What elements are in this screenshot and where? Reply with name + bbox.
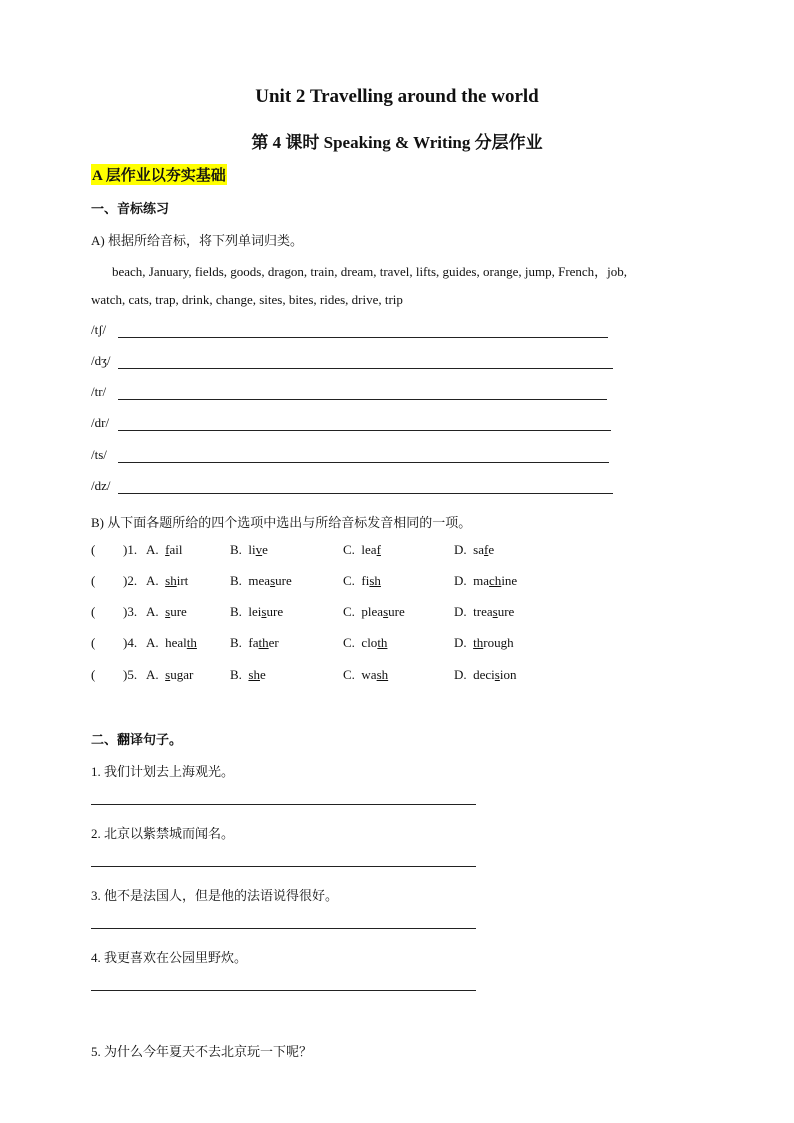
option-letter: A. — [146, 635, 159, 650]
question-number: )1. — [123, 542, 138, 557]
option-word-end: ure — [388, 604, 405, 619]
option-word-end: ine — [501, 573, 518, 588]
option[interactable] — [454, 667, 516, 683]
option-word-start: mea — [248, 573, 271, 588]
part-b-instruction: B) 从下面各题所给的四个选项中选出与所给音标发音相同的一项。 — [91, 515, 472, 530]
question-row — [0, 667, 794, 687]
translation-answer-line[interactable] — [91, 990, 476, 991]
option-word-start: fi — [361, 573, 370, 588]
option-word-start: heal — [165, 635, 187, 650]
question-row — [0, 635, 794, 655]
option[interactable] — [146, 635, 197, 651]
option-letter: A. — [146, 542, 159, 557]
option[interactable] — [454, 635, 514, 651]
option-word-start: lea — [361, 542, 377, 557]
answer-paren[interactable]: ( — [91, 604, 96, 619]
option-letter: B. — [230, 604, 242, 619]
option[interactable] — [230, 667, 266, 683]
option[interactable] — [454, 542, 494, 558]
option-underlined-letters: ch — [489, 573, 502, 588]
option-word-start: lei — [248, 604, 262, 619]
option-word-start: deci — [473, 667, 495, 682]
option-word-start: plea — [361, 604, 384, 619]
option-letter: C. — [343, 667, 355, 682]
option[interactable] — [146, 573, 188, 589]
option-word-end: e — [259, 667, 266, 682]
word-list-line-1: beach, January, fields, goods, dragon, train, dream, travel, lifts, guides, orange, jump, French，job, — [112, 264, 628, 279]
part-a-instruction: A) 根据所给音标，将下列单词归类。 — [91, 233, 303, 248]
sound-label: /dʒ/ — [91, 353, 111, 368]
answer-paren[interactable]: ( — [91, 542, 96, 557]
option-underlined-letters: sh — [248, 667, 260, 682]
option[interactable] — [343, 542, 381, 558]
sound-label: /dz/ — [91, 478, 111, 493]
option-word-start: sa — [473, 542, 484, 557]
option[interactable] — [343, 573, 381, 589]
option-underlined-letters: s — [165, 667, 171, 682]
answer-paren[interactable]: ( — [91, 573, 96, 588]
answer-paren[interactable]: ( — [91, 667, 96, 682]
option[interactable] — [343, 667, 388, 683]
option-letter: C. — [343, 542, 355, 557]
option-letter: C. — [343, 635, 355, 650]
translation-prompt: 1. 我们计划去上海观光。 — [91, 764, 235, 779]
question-number: )2. — [123, 573, 138, 588]
option-underlined-letters: th — [377, 635, 388, 650]
option-underlined-letters: th — [258, 635, 269, 650]
answer-paren[interactable]: ( — [91, 635, 96, 650]
option-word-end: er — [268, 635, 279, 650]
section-1-heading: 一、音标练习 — [91, 201, 170, 216]
option[interactable] — [454, 604, 514, 620]
option-word-start: trea — [473, 604, 493, 619]
option-letter: A. — [146, 573, 159, 588]
option-word-start: li — [248, 542, 256, 557]
option-letter: D. — [454, 573, 467, 588]
level-a-label: A 层作业以夯实基础 — [91, 164, 227, 185]
option-letter: D. — [454, 542, 467, 557]
option-word-end: e — [262, 542, 268, 557]
translation-prompt: 3. 他不是法国人，但是他的法语说得很好。 — [91, 888, 339, 903]
option-word-end: ion — [499, 667, 517, 682]
sound-label: /ts/ — [91, 447, 107, 462]
sound-label: /tr/ — [91, 384, 107, 399]
option-underlined-letters: th — [186, 635, 197, 650]
question-row — [0, 604, 794, 624]
option[interactable] — [230, 573, 292, 589]
option-word-end: ure — [275, 573, 292, 588]
option-underlined-letters: f — [376, 542, 381, 557]
option-letter: D. — [454, 604, 467, 619]
option[interactable] — [230, 542, 268, 558]
option-letter: A. — [146, 604, 159, 619]
option[interactable] — [343, 604, 405, 620]
option-letter: D. — [454, 667, 467, 682]
option-letter: A. — [146, 667, 159, 682]
translation-answer-line[interactable] — [91, 804, 476, 805]
option-underlined-letters: s — [492, 604, 498, 619]
option-word-start: fa — [248, 635, 259, 650]
translation-prompt: 2. 北京以紫禁城而闻名。 — [91, 826, 235, 841]
sound-label: /dr/ — [91, 415, 110, 430]
answer-line[interactable] — [118, 430, 611, 431]
option-word-end: ure — [170, 604, 187, 619]
option[interactable] — [146, 604, 187, 620]
question-number: )3. — [123, 604, 138, 619]
option-letter: C. — [343, 604, 355, 619]
option-letter: B. — [230, 635, 242, 650]
option-underlined-letters: s — [270, 573, 276, 588]
page-subtitle: 第 4 课时 Speaking & Writing 分层作业 — [251, 133, 543, 152]
option-word-end: ure — [497, 604, 515, 619]
answer-line[interactable] — [118, 399, 607, 400]
option-word-end: ure — [266, 604, 284, 619]
option[interactable] — [230, 604, 283, 620]
option-word-end: ugar — [170, 667, 194, 682]
option-word-start: clo — [361, 635, 378, 650]
section-2-heading: 二、翻译句子。 — [91, 732, 183, 747]
translation-answer-line[interactable] — [91, 866, 476, 867]
sound-label: /tʃ/ — [91, 322, 107, 337]
option-underlined-letters: s — [261, 604, 267, 619]
translation-prompt: 4. 我更喜欢在公园里野炊。 — [91, 950, 248, 965]
question-row — [0, 573, 794, 593]
option-word-start: wa — [361, 667, 377, 682]
translation-answer-line[interactable] — [91, 928, 476, 929]
question-number: )4. — [123, 635, 138, 650]
option-letter: B. — [230, 573, 242, 588]
option-underlined-letters: sh — [165, 573, 177, 588]
option-word-end: ail — [169, 542, 183, 557]
option-underlined-letters: v — [255, 542, 263, 557]
option-letter: C. — [343, 573, 355, 588]
question-row — [0, 542, 794, 562]
option-underlined-letters: s — [165, 604, 171, 619]
option-word-end: rough — [483, 635, 514, 650]
option-underlined-letters: sh — [376, 667, 389, 682]
option[interactable] — [454, 573, 517, 589]
option[interactable] — [146, 667, 193, 683]
option-word-end: irt — [176, 573, 189, 588]
option[interactable] — [230, 635, 279, 651]
option[interactable] — [343, 635, 387, 651]
answer-line[interactable] — [118, 368, 613, 369]
option-underlined-letters: th — [473, 635, 484, 650]
option-letter: B. — [230, 542, 242, 557]
option[interactable] — [146, 542, 182, 558]
option-underlined-letters: s — [494, 667, 500, 682]
question-number: )5. — [123, 667, 138, 682]
translation-prompt: 5. 为什么今年夏天不去北京玩一下呢？ — [91, 1044, 313, 1059]
option-underlined-letters: f — [483, 542, 489, 557]
option-underlined-letters: f — [165, 542, 170, 557]
option-underlined-letters: s — [383, 604, 389, 619]
option-underlined-letters: sh — [369, 573, 381, 588]
option-letter: B. — [230, 667, 242, 682]
word-list-line-2: watch, cats, trap, drink, change, sites, bites, rides, drive, trip — [91, 292, 403, 307]
answer-line[interactable] — [118, 462, 609, 463]
option-letter: D. — [454, 635, 467, 650]
option-word-end: e — [488, 542, 495, 557]
page-title: Unit 2 Travelling around the world — [255, 86, 539, 107]
option-word-start: ma — [473, 573, 490, 588]
answer-line[interactable] — [118, 493, 613, 494]
answer-line[interactable] — [118, 337, 608, 338]
